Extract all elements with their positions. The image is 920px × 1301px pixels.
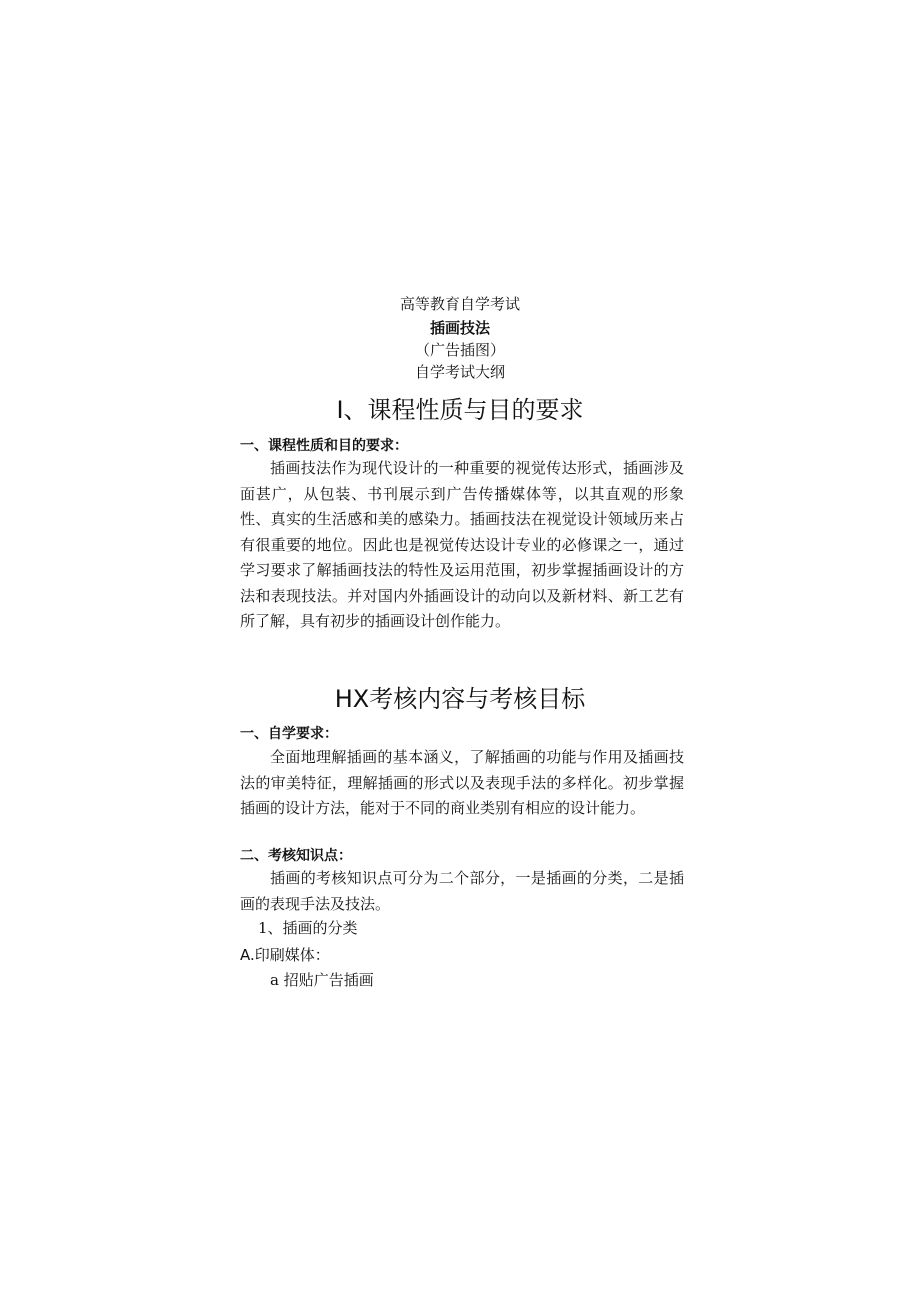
knowledge-points-paragraph: 插画的考核知识点可分为二个部分，一是插画的分类，二是插画的表现手法及技法。 <box>240 869 684 913</box>
self-study-heading: 一、自学要求： <box>240 726 338 742</box>
list-item-1: 1、插画的分类 <box>258 919 358 937</box>
syllabus-title: 自学考试大纲 <box>414 363 505 381</box>
course-title: 插画技法 <box>429 319 490 337</box>
section1-subheading: 一、课程性质和目的要求： <box>240 438 408 454</box>
course-subtitle: （广告插图） <box>414 341 505 359</box>
list-subitem-a: a 招贴广告插画 <box>270 971 374 989</box>
section2-heading: HX考核内容与考核目标 <box>334 685 586 713</box>
exam-program-title: 高等教育自学考试 <box>399 295 520 313</box>
section1-heading: I、课程性质与目的要求 <box>336 396 584 424</box>
section1-paragraph: 插画技法作为现代设计的一种重要的视觉传达形式，插画涉及面甚广，从包装、书刊展示到广告传播媒体等，以其直观的形象性、真实的生活感和美的感染力。插画技法在视觉设计领域历来占有很重要的地位。因此也是视觉传达设计专业的必修课之一，通过学习要求了解插画技法的特性及运用范围，初步掌握插画设计的方法和表现技法。并对国内外插画设计的动向以及新材料、新工艺有所了解，具有初步的插画设计创作能力。 <box>240 459 684 630</box>
list-item-a: A.印刷媒体： <box>240 946 330 964</box>
knowledge-points-heading: 二、考核知识点： <box>240 848 352 864</box>
self-study-paragraph: 全面地理解插画的基本涵义，了解插画的功能与作用及插画技法的审美特征，理解插画的形式以及表现手法的多样化。初步掌握插画的设计方法，能对于不同的商业类别有相应的设计能力。 <box>240 748 684 817</box>
